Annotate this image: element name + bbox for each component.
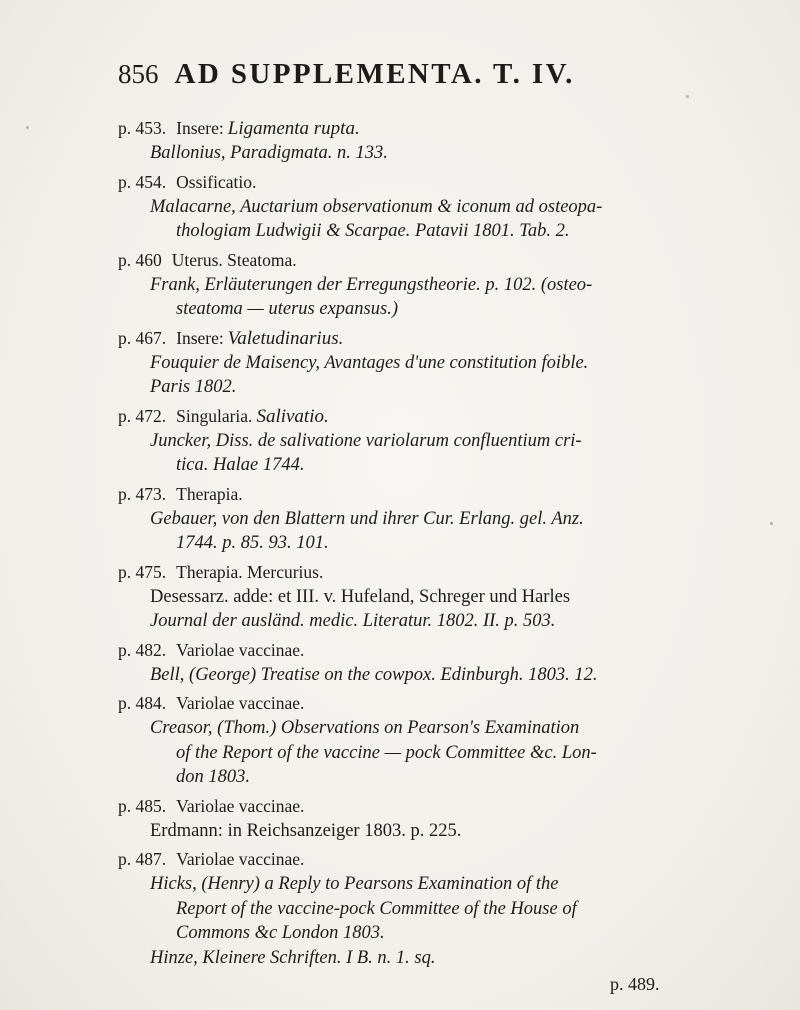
citation bbox=[118, 663, 738, 688]
entry-subject: Variolae vaccinae. bbox=[176, 849, 305, 869]
page-reference: p. 475. bbox=[118, 561, 167, 582]
page-number: 856 bbox=[118, 59, 159, 89]
entry-subject-topic: Ligamenta rupta. bbox=[227, 118, 360, 139]
entry bbox=[118, 691, 738, 790]
entry-heading bbox=[118, 116, 738, 141]
citation bbox=[118, 195, 738, 244]
entry-subject: Insere: bbox=[176, 327, 224, 348]
supplement-entries bbox=[118, 116, 738, 974]
entry-heading bbox=[118, 847, 738, 872]
entry-heading bbox=[118, 170, 738, 195]
page-reference: p. 472. bbox=[118, 405, 167, 426]
citation-line: Creasor, (Thom.) Observations on Pearson's Examination bbox=[150, 718, 580, 738]
page-reference: p. 484. bbox=[118, 693, 167, 713]
entry-heading bbox=[118, 404, 738, 429]
citation-line: Fouquier de Maisency, Avantages d'une constitution foible. bbox=[150, 352, 589, 373]
citation-line: Erdmann: in Reichsanzeiger 1803. p. 225. bbox=[150, 820, 462, 841]
paper-speck bbox=[26, 126, 29, 129]
page-reference: p. 473. bbox=[118, 483, 167, 504]
entry bbox=[118, 482, 738, 556]
paper-speck bbox=[770, 522, 773, 525]
citation-line: Gebauer, von den Blattern und ihrer Cur. Erlang. gel. Anz. bbox=[150, 508, 584, 529]
citation-line: Desessarz. adde: et III. v. Hufeland, Schreger und Harles bbox=[150, 586, 571, 607]
entry-subject-topic: Salivatio. bbox=[256, 405, 329, 427]
citation-line: 1744. p. 85. 93. 101. bbox=[176, 533, 329, 553]
entry-subject: Ossificatio. bbox=[176, 171, 257, 192]
page-reference: p. 467. bbox=[118, 327, 167, 348]
entry bbox=[118, 326, 738, 400]
citation-line: Paris 1802. bbox=[150, 377, 237, 397]
citation bbox=[118, 585, 738, 634]
entry-heading bbox=[118, 560, 738, 585]
citation-line: Juncker, Diss. de salivatione variolarum confluentium cri- bbox=[150, 430, 582, 451]
citation-line: thologiam Ludwigii & Scarpae. Patavii 1801. Tab. 2. bbox=[176, 221, 570, 241]
citation bbox=[118, 716, 738, 790]
citation-line: steatoma — uterus expansus.) bbox=[176, 299, 398, 319]
entry-subject: Singularia. bbox=[176, 405, 253, 426]
citation bbox=[118, 141, 738, 166]
catchword: p. 489. bbox=[610, 974, 660, 994]
citation bbox=[118, 872, 738, 970]
citation-line: don 1803. bbox=[176, 767, 250, 787]
entry bbox=[118, 170, 738, 244]
citation-line: Malacarne, Auctarium observationum & iconum ad osteopa- bbox=[150, 196, 603, 217]
entry-subject: Insere: bbox=[176, 118, 224, 138]
entry bbox=[118, 794, 738, 844]
citation-line: Report of the vaccine-pock Committee of the House of bbox=[176, 898, 577, 919]
page-reference: p. 482. bbox=[118, 639, 167, 660]
citation-line: Frank, Erläuterungen der Erregungstheorie. p. 102. (osteo- bbox=[150, 274, 593, 295]
citation-line: Journal der ausländ. medic. Literatur. 1802. II. p. 503. bbox=[150, 611, 556, 631]
entry bbox=[118, 248, 738, 322]
citation-line: Hicks, (Henry) a Reply to Pearsons Examination of the bbox=[150, 874, 559, 894]
entry-heading bbox=[118, 248, 738, 273]
entry bbox=[118, 116, 738, 166]
page-reference: p. 453. bbox=[118, 118, 167, 138]
entry-heading bbox=[118, 326, 738, 351]
entry-subject-topic: Valetudinarius. bbox=[227, 327, 344, 349]
citation bbox=[118, 273, 738, 322]
paper-speck bbox=[686, 95, 689, 98]
entry-heading bbox=[118, 691, 738, 716]
citation-line: Ballonius, Paradigmata. n. 133. bbox=[150, 143, 388, 163]
entry-subject: Variolae vaccinae. bbox=[176, 795, 305, 816]
page-header bbox=[118, 58, 738, 98]
citation-line: of the Report of the vaccine — pock Committee &c. Lon- bbox=[176, 742, 597, 763]
entry-subject: Variolae vaccinae. bbox=[176, 693, 305, 713]
entry-subject: Variolae vaccinae. bbox=[176, 639, 305, 660]
page-reference: p. 487. bbox=[118, 849, 167, 869]
entry-heading bbox=[118, 482, 738, 507]
citation bbox=[118, 351, 738, 400]
entry-heading bbox=[118, 794, 738, 819]
citation-line: Hinze, Kleinere Schriften. I B. n. 1. sq. bbox=[150, 947, 436, 968]
running-title: AD SUPPLEMENTA. T. IV. bbox=[174, 58, 575, 90]
entry-heading bbox=[118, 638, 738, 663]
entry bbox=[118, 638, 738, 688]
citation-line: tica. Halae 1744. bbox=[176, 455, 305, 475]
entry-subject: Therapia. Mercurius. bbox=[176, 561, 324, 582]
citation-line: Commons &c London 1803. bbox=[176, 923, 385, 943]
entry-subject: Uterus. Steatoma. bbox=[171, 249, 297, 270]
citation bbox=[118, 819, 738, 844]
entry bbox=[118, 847, 738, 970]
entry-subject: Therapia. bbox=[176, 483, 243, 504]
page-reference: p. 485. bbox=[118, 795, 167, 816]
entry bbox=[118, 404, 738, 478]
page-reference: p. 454. bbox=[118, 171, 167, 192]
citation bbox=[118, 429, 738, 478]
citation bbox=[118, 507, 738, 556]
citation-line: Bell, (George) Treatise on the cowpox. Edinburgh. 1803. 12. bbox=[150, 664, 598, 685]
entry bbox=[118, 560, 738, 634]
page-reference: p. 460 bbox=[118, 249, 162, 270]
